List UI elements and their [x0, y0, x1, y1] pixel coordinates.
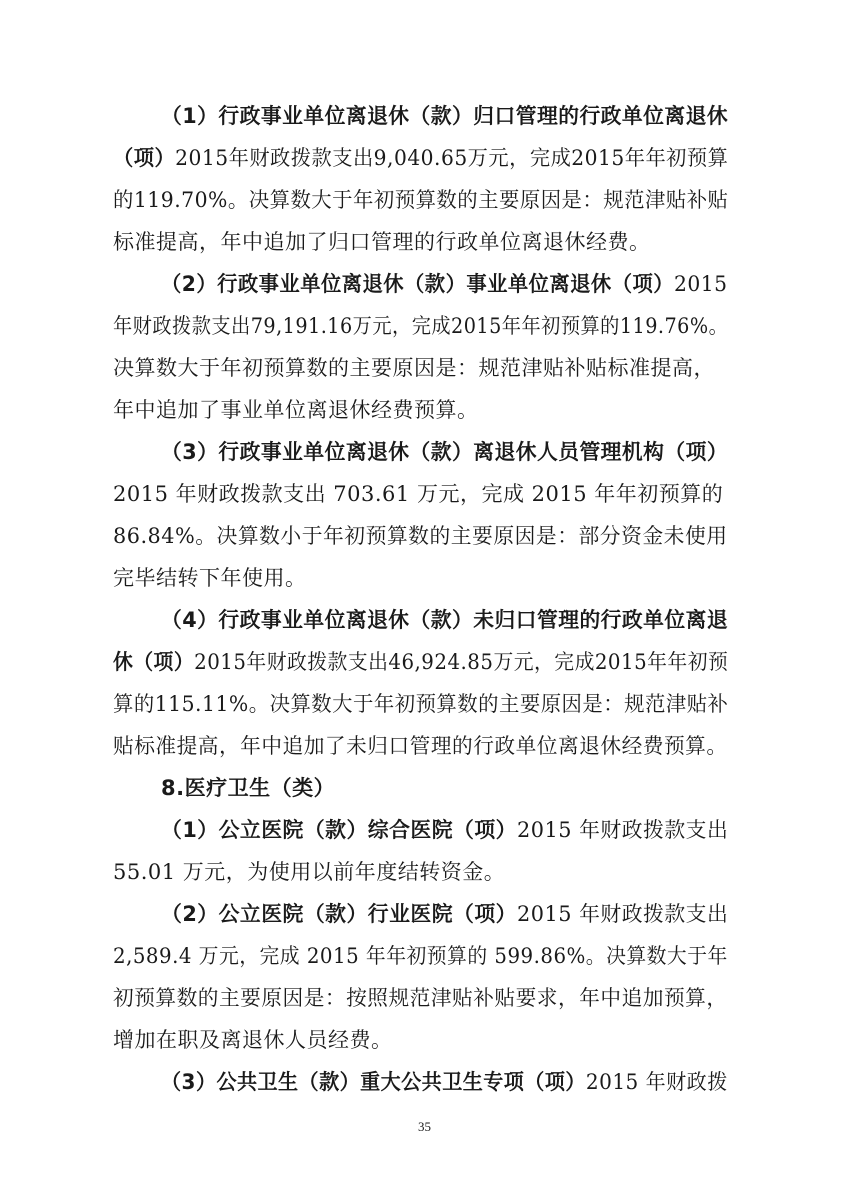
- section-title: 8.医疗卫生（类）: [161, 776, 336, 800]
- item-3-line-4: 完毕结转下年使用。: [113, 566, 307, 590]
- item-3-line-3: 86.84%。决算数小于年初预算数的主要原因是：部分资金未使用: [113, 524, 728, 548]
- item-4-line-2: [113, 652, 728, 673]
- item2-3-heading-tail: 2015 年财政拨: [585, 1070, 728, 1094]
- item-2-line-1: [161, 274, 728, 295]
- item2-2-line-2: 2,589.4 万元，完成 2015 年年初预算的 599.86%。决算数大于年: [113, 944, 728, 968]
- item2-3-line-1: [161, 1072, 728, 1093]
- item2-2-heading: （2）公立医院（款）行业医院（项）: [161, 902, 518, 926]
- item2-1-line-1: [161, 820, 728, 841]
- item-4-heading-tail: 休（项）: [113, 650, 195, 674]
- item-1-text-2: 2015年财政拨款支出9,040.65万元，完成2015年年初预算: [175, 146, 729, 170]
- item-4-line-3: 算的115.11%。决算数大于年初预算数的主要原因是：规范津贴补: [113, 692, 729, 716]
- item2-2-heading-tail: 2015 年财政拨款支出: [517, 902, 729, 926]
- page-number: 35: [418, 1119, 431, 1134]
- item2-1-line-2: 55.01 万元，为使用以前年度结转资金。: [113, 860, 506, 884]
- item-1-line-3: 的119.70%。决算数大于年初预算数的主要原因是：规范津贴补贴: [113, 188, 729, 212]
- item2-1-heading-tail: 2015 年财政拨款支出: [517, 818, 729, 842]
- item-1-heading: （1）行政事业单位离退休（款）归口管理的行政单位离退休: [161, 104, 729, 128]
- item-3-heading: （3）行政事业单位离退休（款）离退休人员管理机构（项）: [161, 440, 729, 464]
- item-4-heading: （4）行政事业单位离退休（款）未归口管理的行政单位离退: [161, 608, 729, 632]
- item2-2-line-4: 增加在职及离退休人员经费。: [113, 1028, 393, 1052]
- item2-3-heading: （3）公共卫生（款）重大公共卫生专项（项）: [161, 1070, 586, 1094]
- item-4-text-2: 2015年财政拨款支出46,924.85万元，完成2015年年初预: [194, 650, 729, 674]
- item-2-heading-tail: 2015: [674, 272, 728, 296]
- item-1-line-2: [113, 148, 728, 169]
- item2-2-line-3: 初预算数的主要原因是：按照规范津贴补贴要求，年中追加预算，: [113, 986, 728, 1010]
- item-3-line-2: 2015 年财政拨款支出 703.61 万元，完成 2015 年年初预算的: [113, 482, 724, 506]
- item-2-line-2: 年财政拨款支出79,191.16万元，完成2015年年初预算的119.76%。: [113, 314, 729, 338]
- item-2-heading: （2）行政事业单位离退休（款）事业单位离退休（项）: [161, 272, 675, 296]
- item-1-line-4: 标准提高，年中追加了归口管理的行政单位离退休经费。: [113, 230, 651, 254]
- item2-1-heading: （1）公立医院（款）综合医院（项）: [161, 818, 518, 842]
- item-4-line-4: 贴标准提高，年中追加了未归口管理的行政单位离退休经费预算。: [113, 734, 728, 758]
- item-2-line-4: 年中追加了事业单位离退休经费预算。: [113, 398, 479, 422]
- item-1-heading-tail: （项）: [113, 146, 176, 170]
- item2-2-line-1: [161, 904, 728, 925]
- item-2-line-3: 决算数大于年初预算数的主要原因是：规范津贴补贴标准提高，: [113, 356, 715, 380]
